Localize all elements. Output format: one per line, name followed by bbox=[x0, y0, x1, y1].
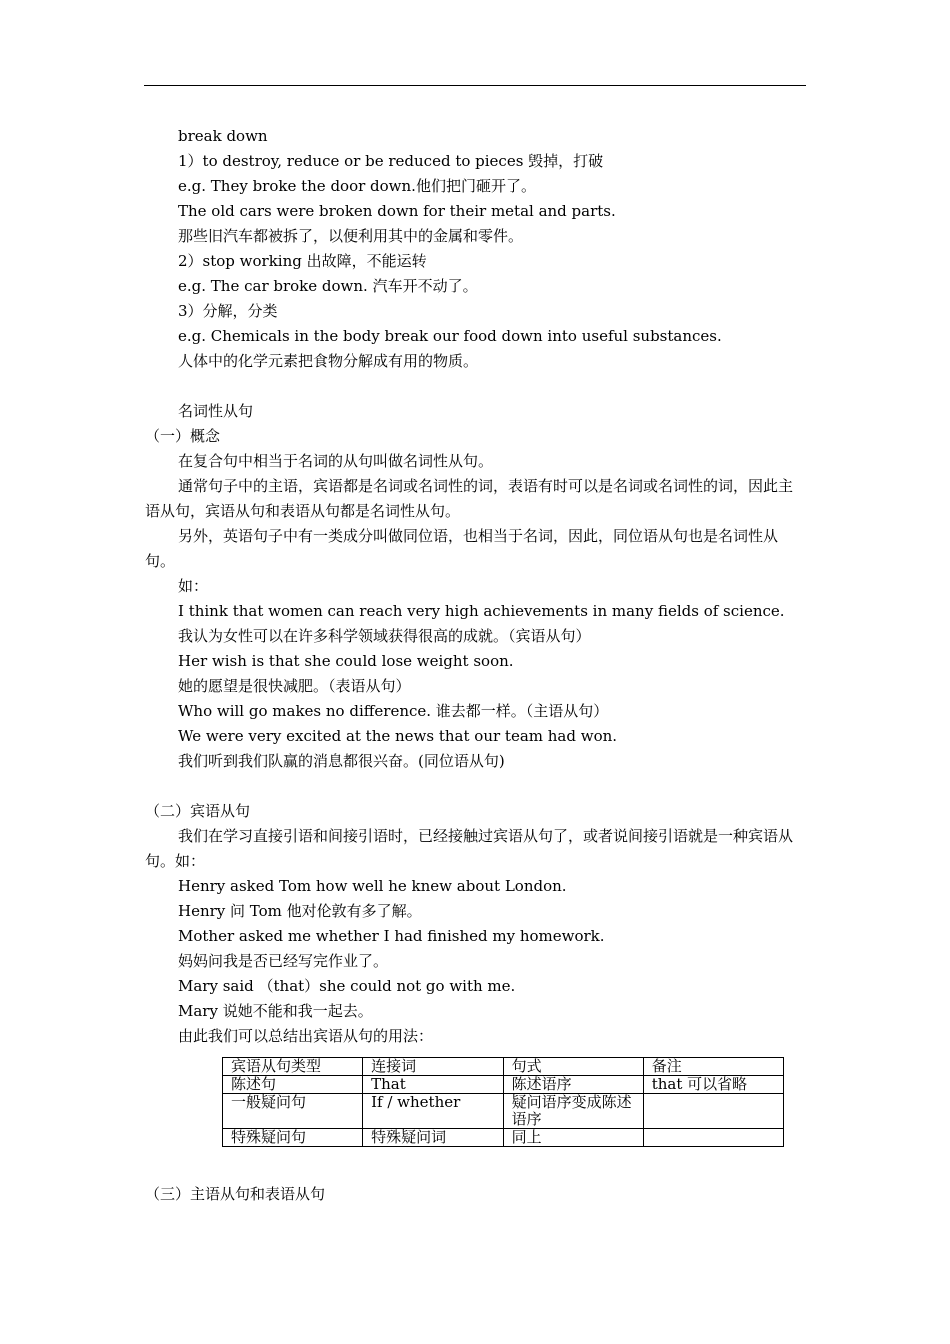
text-line: 由此我们可以总结出宾语从句的用法： bbox=[178, 1027, 434, 1045]
text-line: Henry asked Tom how well he knew about London. bbox=[178, 877, 567, 895]
text-line: Her wish is that she could lose weight soon. bbox=[178, 652, 514, 670]
text-line: Mother asked me whether I had finished my homework. bbox=[178, 927, 605, 945]
text-line: 另外，英语句子中有一类成分叫做同位语，也相当于名词，因此，同位语从句也是名词性从句。 bbox=[145, 527, 779, 570]
table-row bbox=[223, 1129, 784, 1147]
text-line: Henry 问 Tom 他对伦敦有多了解。 bbox=[178, 902, 422, 920]
text-line: e.g. The car broke down. 汽车开不动了。 bbox=[178, 277, 478, 295]
table-cell: 备注 bbox=[643, 1058, 783, 1076]
text-line: 3）分解，分类 bbox=[178, 302, 278, 320]
table-cell: that 可以省略 bbox=[643, 1076, 783, 1094]
text-line: 人体中的化学元素把食物分解成有用的物质。 bbox=[178, 352, 479, 370]
table-cell: 特殊疑问词 bbox=[363, 1129, 504, 1147]
break-down-section bbox=[145, 124, 807, 374]
table-cell: 陈述句 bbox=[223, 1076, 363, 1094]
table-row bbox=[223, 1076, 784, 1094]
text-line: 妈妈问我是否已经写完作业了。 bbox=[178, 952, 389, 970]
text-line: 如： bbox=[178, 577, 209, 595]
table-row bbox=[223, 1094, 784, 1129]
heading-subject-predicative-clause: （三）主语从句和表语从句 bbox=[145, 1185, 326, 1203]
text-line: 我们听到我们队赢的消息都很兴奋。(同位语从句) bbox=[178, 752, 505, 770]
table-cell: 陈述语序 bbox=[503, 1076, 643, 1094]
table-row bbox=[223, 1058, 784, 1076]
text-line: 1）to destroy, reduce or be reduced to pieces 毁掉，打破 bbox=[178, 152, 604, 170]
text-line: We were very excited at the news that our team had won. bbox=[178, 727, 618, 745]
table-cell: 连接词 bbox=[363, 1058, 504, 1076]
text-line: Mary 说她不能和我一起去。 bbox=[178, 1002, 373, 1020]
table-cell: 疑问语序变成陈述语序 bbox=[503, 1094, 643, 1129]
heading-concept: （一）概念 bbox=[145, 427, 221, 445]
text-line: The old cars were broken down for their metal and parts. bbox=[178, 202, 616, 220]
heading-object-clause: （二）宾语从句 bbox=[145, 802, 251, 820]
table-cell: If / whether bbox=[363, 1094, 504, 1129]
text-line: 她的愿望是很快减肥。（表语从句） bbox=[178, 677, 411, 695]
text-line: break down bbox=[178, 127, 268, 145]
text-line: Mary said （that）she could not go with me. bbox=[178, 977, 516, 995]
text-line: 2）stop working 出故障，不能运转 bbox=[178, 252, 427, 270]
text-line: Who will go makes no difference. 谁去都一样。（主语从句） bbox=[178, 702, 609, 720]
document-body bbox=[145, 124, 807, 1207]
table-cell: 句式 bbox=[503, 1058, 643, 1076]
section-title: 名词性从句 bbox=[178, 402, 254, 420]
object-clause-table bbox=[222, 1057, 784, 1147]
table-cell bbox=[643, 1094, 783, 1129]
table-cell: 一般疑问句 bbox=[223, 1094, 363, 1129]
text-line: e.g. They broke the door down.他们把门砸开了。 bbox=[178, 177, 536, 195]
header-rule bbox=[144, 85, 806, 86]
text-line: e.g. Chemicals in the body break our food down into useful substances. bbox=[178, 327, 722, 345]
table-cell: 宾语从句类型 bbox=[223, 1058, 363, 1076]
table-cell: 特殊疑问句 bbox=[223, 1129, 363, 1147]
table-cell: 同上 bbox=[503, 1129, 643, 1147]
table-cell: That bbox=[363, 1076, 504, 1094]
object-clause-table-wrap bbox=[222, 1057, 807, 1147]
text-line: 那些旧汽车都被拆了，以便利用其中的金属和零件。 bbox=[178, 227, 524, 245]
object-clause-section bbox=[145, 824, 807, 1049]
table-cell bbox=[643, 1129, 783, 1147]
text-line: 在复合句中相当于名词的从句叫做名词性从句。 bbox=[178, 452, 494, 470]
text-line: 我们在学习直接引语和间接引语时，已经接触过宾语从句了，或者说间接引语就是一种宾语从句。如： bbox=[145, 827, 794, 870]
text-line: I think that women can reach very high achievements in many fields of science. bbox=[178, 602, 785, 620]
text-line: 我认为女性可以在许多科学领域获得很高的成就。（宾语从句） bbox=[178, 627, 591, 645]
text-line: 通常句子中的主语，宾语都是名词或名词性的词，表语有时可以是名词或名词性的词，因此主语从句，宾语从句和表语从句都是名词性从句。 bbox=[145, 477, 794, 520]
concept-section bbox=[145, 449, 807, 774]
